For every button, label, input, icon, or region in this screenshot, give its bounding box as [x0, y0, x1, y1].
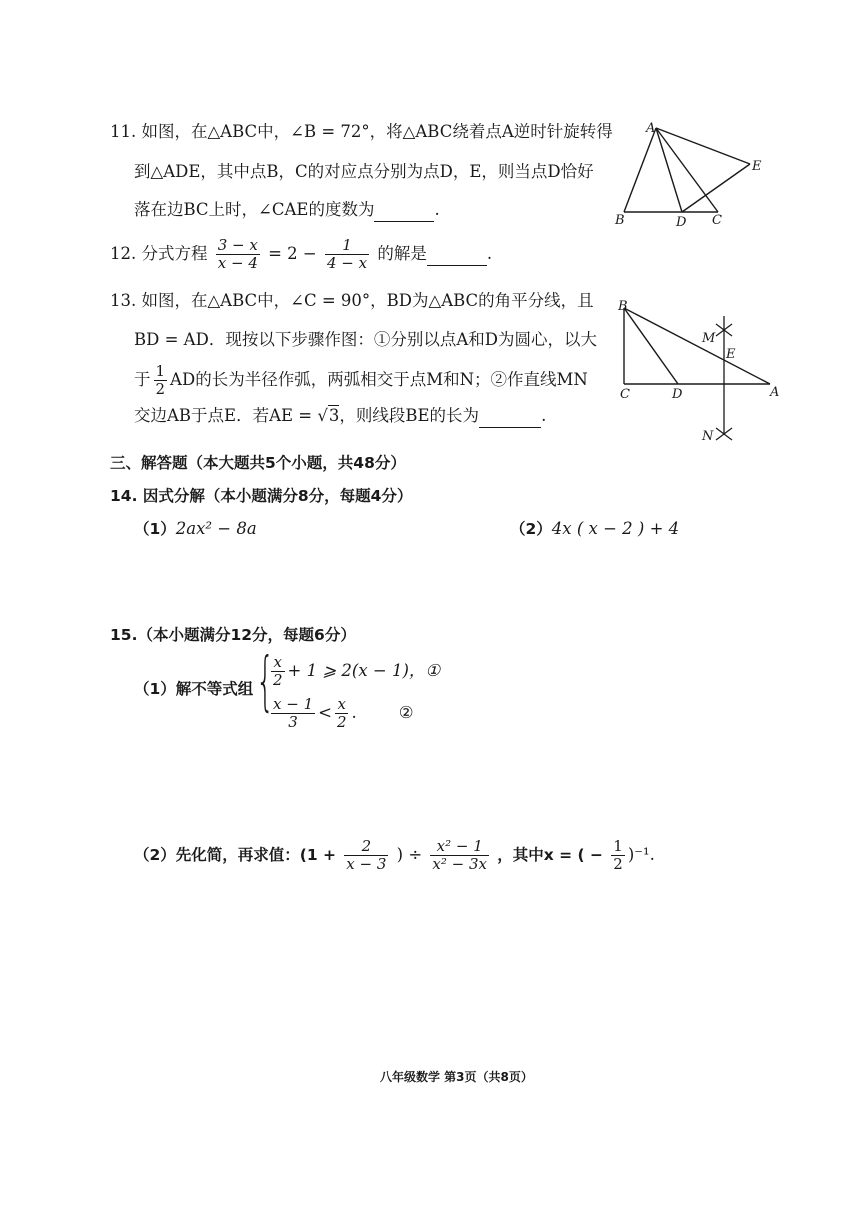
q13-sqrt: 3 — [328, 406, 340, 425]
q14-title: 14. 因式分解（本小题满分8分，每题4分） — [110, 487, 413, 505]
q15-p2-f3-den: 2 — [613, 855, 623, 873]
q12-frac2 — [325, 237, 369, 272]
q12-suffix: 的解是 — [377, 244, 427, 263]
q13-label-a: A — [770, 385, 780, 400]
q15-ineq2-mark: ② — [398, 703, 414, 722]
q13-label-m: M — [702, 331, 716, 346]
q15-ineq2-num2: x — [335, 696, 349, 714]
q15-p2-f1-num: 2 — [344, 838, 388, 856]
q12-frac1-num: 3 − x — [217, 236, 258, 254]
q11-label-c: C — [712, 213, 722, 228]
q11-end: . — [434, 200, 440, 219]
q15-p2-frac3 — [611, 838, 625, 873]
q15-p1-label — [134, 678, 253, 700]
q15-p2-tail: )⁻¹. — [627, 845, 655, 864]
q11-answer-blank[interactable] — [374, 199, 434, 222]
q15-ineq1-den: 2 — [273, 671, 283, 689]
q15-ineq2 — [268, 696, 414, 731]
q13-half-den: 2 — [155, 380, 166, 398]
q15-ineq1-num: x — [271, 654, 285, 672]
q15-title: 15.（本小题满分12分，每题6分） — [110, 626, 356, 644]
q12-end: . — [486, 244, 493, 263]
q11-figure — [612, 118, 782, 230]
q12-answer-blank[interactable] — [427, 243, 487, 266]
q11-label-a: A — [646, 121, 656, 136]
q15-p2-f3-num: 1 — [613, 837, 623, 855]
q15-system-brace: { — [256, 645, 275, 719]
q11-line3-text: 落在边BC上时，∠CAE的度数为 — [134, 200, 375, 219]
q14-part2 — [510, 518, 679, 540]
section3-heading: 三、解答题（本大题共5个小题，共48分） — [110, 454, 406, 472]
q12-prefix: 12. 分式方程 — [110, 244, 208, 263]
q14-p1-label: （1） — [134, 520, 176, 538]
q15-ineq2-den: 3 — [288, 713, 298, 731]
q13-line1: 13. 如图，在△ABC中，∠C = 90°，BD为△ABC的角平分线，且 — [110, 291, 594, 310]
q15-ineq2-frac1 — [271, 696, 315, 731]
q15-p2-f2-num: x² − 1 — [430, 838, 489, 856]
q13-line4-post: ，则线段BE的长为 — [339, 406, 480, 425]
q15-ineq2-rest: . — [351, 703, 357, 722]
q13-line4-pre: 交边AB于点E．若AE = — [134, 406, 313, 425]
q12-eq: = 2 − — [268, 244, 317, 263]
q15-ineq1-rest: + 1 ⩾ 2(x − 1)，① — [287, 661, 441, 680]
q12-line — [110, 237, 492, 272]
q15-ineq2-frac2 — [335, 696, 349, 731]
q11-line2: 到△ADE，其中点B，C的对应点分别为点D，E，则当点D恰好 — [134, 162, 594, 181]
q13-label-b: B — [618, 299, 628, 314]
q12-frac2-num: 1 — [325, 237, 369, 255]
q11-label-d: D — [676, 215, 687, 230]
q15-p2-div: ) ÷ — [396, 845, 423, 864]
q15-p2-label: （2）先化简，再求值：(1 + — [134, 846, 337, 864]
q15-p1-label-text: （1）解不等式组 — [134, 680, 254, 698]
q15-part2 — [134, 838, 655, 873]
q13-label-n: N — [702, 429, 714, 444]
q15-p2-f1-den: x − 3 — [346, 855, 387, 873]
q15-p2-f2-den: x² − 3x — [432, 855, 488, 873]
q13-figure — [612, 296, 788, 446]
q13-end: . — [541, 406, 547, 425]
q15-ineq2-num: x − 1 — [273, 695, 314, 713]
q11-label-e: E — [752, 159, 762, 174]
q15-ineq2-den2: 2 — [336, 713, 347, 731]
q13-answer-blank[interactable] — [479, 405, 541, 428]
q14-part1 — [134, 518, 257, 540]
q13-line3 — [134, 363, 588, 398]
q14-p2-label: （2） — [510, 520, 552, 538]
q15-ineq1-frac — [271, 654, 285, 689]
q15-ineq1 — [268, 654, 440, 689]
q12-frac1-den: x − 4 — [217, 254, 258, 272]
q13-label-c: C — [620, 387, 630, 402]
q13-line3-pre: 于 — [134, 370, 151, 389]
q13-label-e: E — [726, 347, 736, 362]
q12-frac1 — [216, 237, 260, 272]
q13-label-d: D — [672, 387, 683, 402]
q13-line2: BD = AD．现按以下步骤作图：①分别以点A和D为圆心，以大 — [134, 330, 597, 349]
q13-half — [154, 363, 168, 398]
q14-p1-expr: 2ax² − 8a — [175, 519, 257, 538]
q11-line3 — [134, 199, 440, 222]
q13-half-num: 1 — [155, 362, 166, 380]
q13-line3-post: AD的长为半径作弧，两弧相交于点M和N；②作直线MN — [170, 370, 588, 389]
q11-line1: 11. 如图，在△ABC中，∠B = 72°，将△ABC绕着点A逆时针旋转得 — [110, 122, 613, 141]
q15-p2-frac2 — [430, 838, 489, 873]
q15-ineq2-mid: < — [318, 703, 332, 722]
q15-p2-cond: ，其中x = ( − — [497, 846, 604, 864]
page-footer: 八年级数学 第3页（共8页） — [380, 1070, 533, 1084]
q14-p2-expr: 4x ( x − 2 ) + 4 — [551, 519, 680, 538]
q15-p2-frac1 — [344, 838, 388, 873]
q11-label-b: B — [615, 213, 625, 228]
q13-line4: 交边AB于点E．若AE = √3，则线段BE的长为 . — [134, 405, 546, 428]
q12-frac2-den: 4 − x — [327, 254, 368, 272]
